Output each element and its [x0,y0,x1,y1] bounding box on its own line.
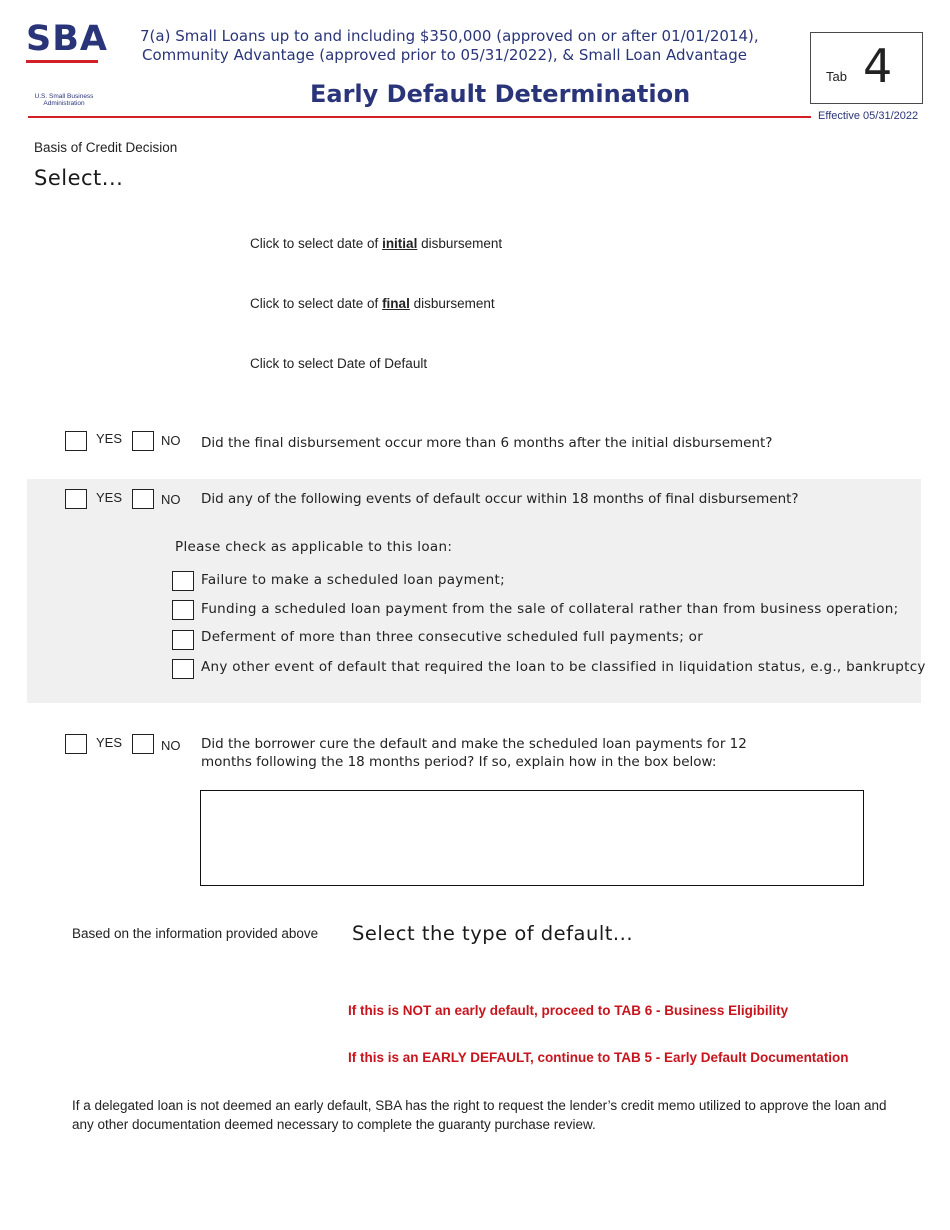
event-2-checkbox[interactable] [172,600,194,620]
q1-question: Did the final disbursement occur more than 6 months after the initial disbursement? [201,435,773,451]
page-title: Early Default Determination [310,80,691,108]
event-1-checkbox[interactable] [172,571,194,591]
initial-date-prefix: Click to select date of [250,236,383,251]
default-type-select[interactable]: Select the type of default... [352,922,634,945]
q3-no-checkbox[interactable] [132,734,154,754]
initial-date-emphasis: initial [382,236,418,251]
logo-subtitle: U.S. Small Business Administration [34,93,94,108]
q3-question-line-1: Did the borrower cure the default and make the scheduled loan payments for 12 [201,736,747,752]
q1-no-label: NO [161,433,181,448]
sba-logo [26,19,108,108]
event-2-label: Funding a scheduled loan payment from the sale of collateral rather than from business operation; [201,601,899,617]
footer-disclaimer: If a delegated loan is not deemed an early default, SBA has the right to request the lender’s credit memo utilized to approve the loan and any other documentation deemed necessary to complete the guaranty purchase review. [72,1098,887,1132]
header-line-1: 7(a) Small Loans up to and including $350,000 (approved on or after 01/01/2014), [140,27,759,45]
logo-wordmark: SBA [26,19,108,59]
q2-no-checkbox[interactable] [132,489,154,509]
event-1-label: Failure to make a scheduled loan payment; [201,572,505,588]
q2-check-prompt: Please check as applicable to this loan: [175,539,453,555]
event-3-label: Deferment of more than three consecutive scheduled full payments; or [201,629,704,645]
early-default-note: If this is an EARLY DEFAULT, continue to TAB 5 - Early Default Documentation [348,1050,849,1065]
cure-explanation-textarea[interactable] [200,790,864,886]
q2-yes-checkbox[interactable] [65,489,87,509]
final-date-suffix: disbursement [409,296,495,311]
tab-number: 4 [863,39,893,93]
q3-question-line-2: months following the 18 months period? If so, explain how in the box below: [201,754,717,770]
initial-date-suffix: disbursement [417,236,503,251]
tab-indicator [810,32,923,104]
final-date-prefix: Click to select date of [250,296,383,311]
logo-underline-icon [26,59,102,65]
final-disbursement-date-picker[interactable] [250,296,495,311]
determination-label: Based on the information provided above [72,926,319,941]
q3-no-label: NO [161,738,181,753]
q3-yes-checkbox[interactable] [65,734,87,754]
credit-decision-select[interactable]: Select... [34,166,124,190]
q1-no-checkbox[interactable] [132,431,154,451]
initial-disbursement-date-picker[interactable] [250,236,502,251]
header-line-2: Community Advantage (approved prior to 05/31/2022), & Small Loan Advantage [142,46,747,64]
q3-yes-label: YES [96,735,123,750]
not-early-default-note: If this is NOT an early default, proceed to TAB 6 - Business Eligibility [348,1003,789,1018]
q2-no-label: NO [161,492,181,507]
credit-decision-label: Basis of Credit Decision [34,140,178,155]
event-3-checkbox[interactable] [172,630,194,650]
event-4-checkbox[interactable] [172,659,194,679]
header-rule [28,116,811,118]
event-4-label: Any other event of default that required the loan to be classified in liquidation status, e.g., bankruptcy [201,659,926,675]
effective-date: Effective 05/31/2022 [818,110,919,122]
q1-yes-checkbox[interactable] [65,431,87,451]
q1-yes-label: YES [96,431,123,446]
tab-label: Tab [826,69,847,84]
q2-question: Did any of the following events of default occur within 18 months of final disbursement? [201,491,799,507]
q2-yes-label: YES [96,490,123,505]
final-date-emphasis: final [382,296,410,311]
default-date-picker[interactable]: Click to select Date of Default [250,356,428,371]
